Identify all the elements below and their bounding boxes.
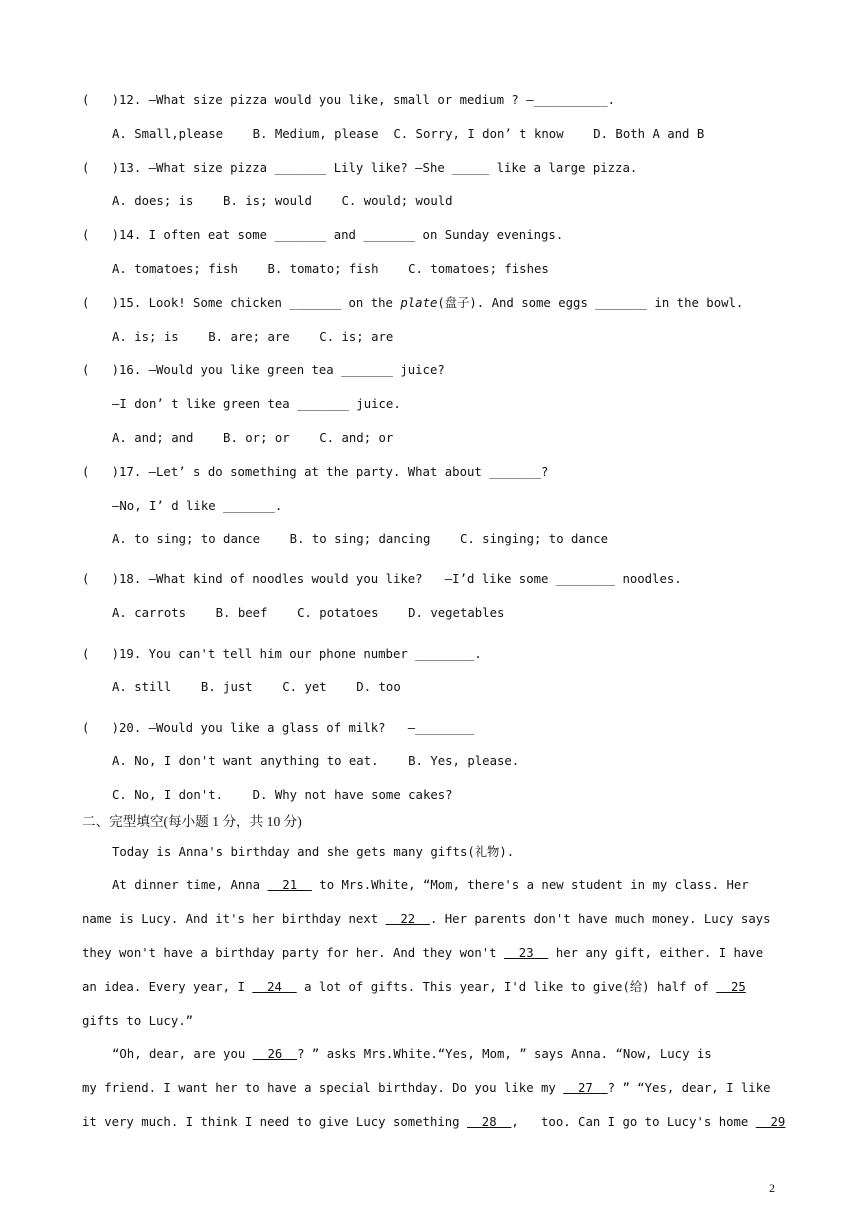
text: At dinner time, Anna (112, 878, 268, 892)
question-20-options-line-1: A. No, I don't want anything to eat. B. Yes, please. (112, 754, 520, 768)
text: , too. Can I go to Lucy's home (511, 1115, 756, 1129)
text: they won't have a birthday party for her. And they won't (82, 946, 504, 960)
question-16-options: A. and; and B. or; or C. and; or (112, 431, 394, 445)
question-18-stem: ( )18. —What kind of noodles would you like? —I’d like some ________ noodles. (82, 572, 682, 586)
question-15-stem-italic: plate (400, 296, 438, 310)
cloze-p1-line-3 (82, 944, 860, 962)
question-16-stem: ( )16. —Would you like green tea _______ juice? (82, 363, 445, 377)
blank-23: 23 (504, 946, 549, 960)
blank-27: 27 (563, 1081, 608, 1095)
blank-22: 22 (385, 912, 430, 926)
question-20-stem: ( )20. —Would you like a glass of milk? —________ (82, 721, 475, 735)
question-15-options: A. is; is B. are; are C. is; are (112, 330, 394, 344)
question-14-options: A. tomatoes; fish B. tomato; fish C. tomatoes; fishes (112, 262, 549, 276)
cloze-p1-line-5: gifts to Lucy.” (82, 1014, 194, 1028)
text: an idea. Every year, I (82, 980, 253, 994)
question-13-options: A. does; is B. is; would C. would; would (112, 194, 453, 208)
question-20-options-line-2: C. No, I don't. D. Why not have some cakes? (112, 788, 453, 802)
blank-24: 24 (252, 980, 297, 994)
question-17-stem: ( )17. —Let’ s do something at the party. What about _______? (82, 465, 549, 479)
text: to Mrs.White, “Mom, there's a new student in my class. Her (311, 878, 749, 892)
text: ? ” asks Mrs.White.“Yes, Mom, ” says Anna. “Now, Lucy is (297, 1047, 712, 1061)
page-number: 2 (769, 1181, 775, 1195)
question-13-stem: ( )13. —What size pizza _______ Lily like? —She _____ like a large pizza. (82, 161, 638, 175)
cloze-p2-line-1 (112, 1045, 860, 1063)
question-14-stem: ( )14. I often eat some _______ and _______ on Sunday evenings. (82, 228, 564, 242)
question-18-options: A. carrots B. beef C. potatoes D. vegetables (112, 606, 505, 620)
cloze-p1-line-2 (82, 910, 860, 928)
blank-28: 28 (466, 1115, 512, 1129)
text: ? ” “Yes, dear, I like (607, 1081, 771, 1095)
text: “Oh, dear, are you (112, 1047, 253, 1061)
cloze-p1-line-1 (112, 876, 860, 894)
cloze-intro: Today is Anna's birthday and she gets many gifts(礼物). (112, 845, 515, 859)
cloze-section-heading: 二、完型填空(每小题 1 分，共 10 分) (82, 814, 302, 829)
question-19-stem: ( )19. You can't tell him our phone number ________. (82, 647, 482, 661)
question-17-reply: —No, I’ d like _______. (112, 499, 283, 513)
question-15-stem-after: (盘子). And some eggs _______ in the bowl. (437, 296, 744, 310)
text: name is Lucy. And it's her birthday next (82, 912, 386, 926)
question-12-stem: ( )12. —What size pizza would you like, small or medium ? —__________. (82, 93, 616, 107)
blank-21: 21 (267, 878, 312, 892)
text: a lot of gifts. This year, I'd like to give(给) half of (296, 980, 717, 994)
question-15-stem (82, 294, 860, 312)
cloze-p2-line-3 (82, 1113, 860, 1131)
blank-26: 26 (252, 1047, 298, 1061)
text: her any gift, either. I have (548, 946, 764, 960)
question-17-options: A. to sing; to dance B. to sing; dancing C. singing; to dance (112, 532, 609, 546)
question-16-reply: —I don’ t like green tea _______ juice. (112, 397, 401, 411)
question-15-stem-before: ( )15. Look! Some chicken _______ on the (82, 296, 401, 310)
question-19-options: A. still B. just C. yet D. too (112, 680, 401, 694)
cloze-p1-line-4 (82, 978, 860, 996)
text: it very much. I think I need to give Lucy something (82, 1115, 467, 1129)
text: . Her parents don't have much money. Lucy says (429, 912, 771, 926)
cloze-p2-line-2 (82, 1079, 860, 1097)
question-12-options: A. Small,please B. Medium, please C. Sorry, I don’ t know D. Both A and B (112, 127, 705, 141)
text: my friend. I want her to have a special birthday. Do you like my (82, 1081, 564, 1095)
blank-25: 25 (716, 980, 746, 994)
blank-29: 29 (755, 1115, 786, 1129)
